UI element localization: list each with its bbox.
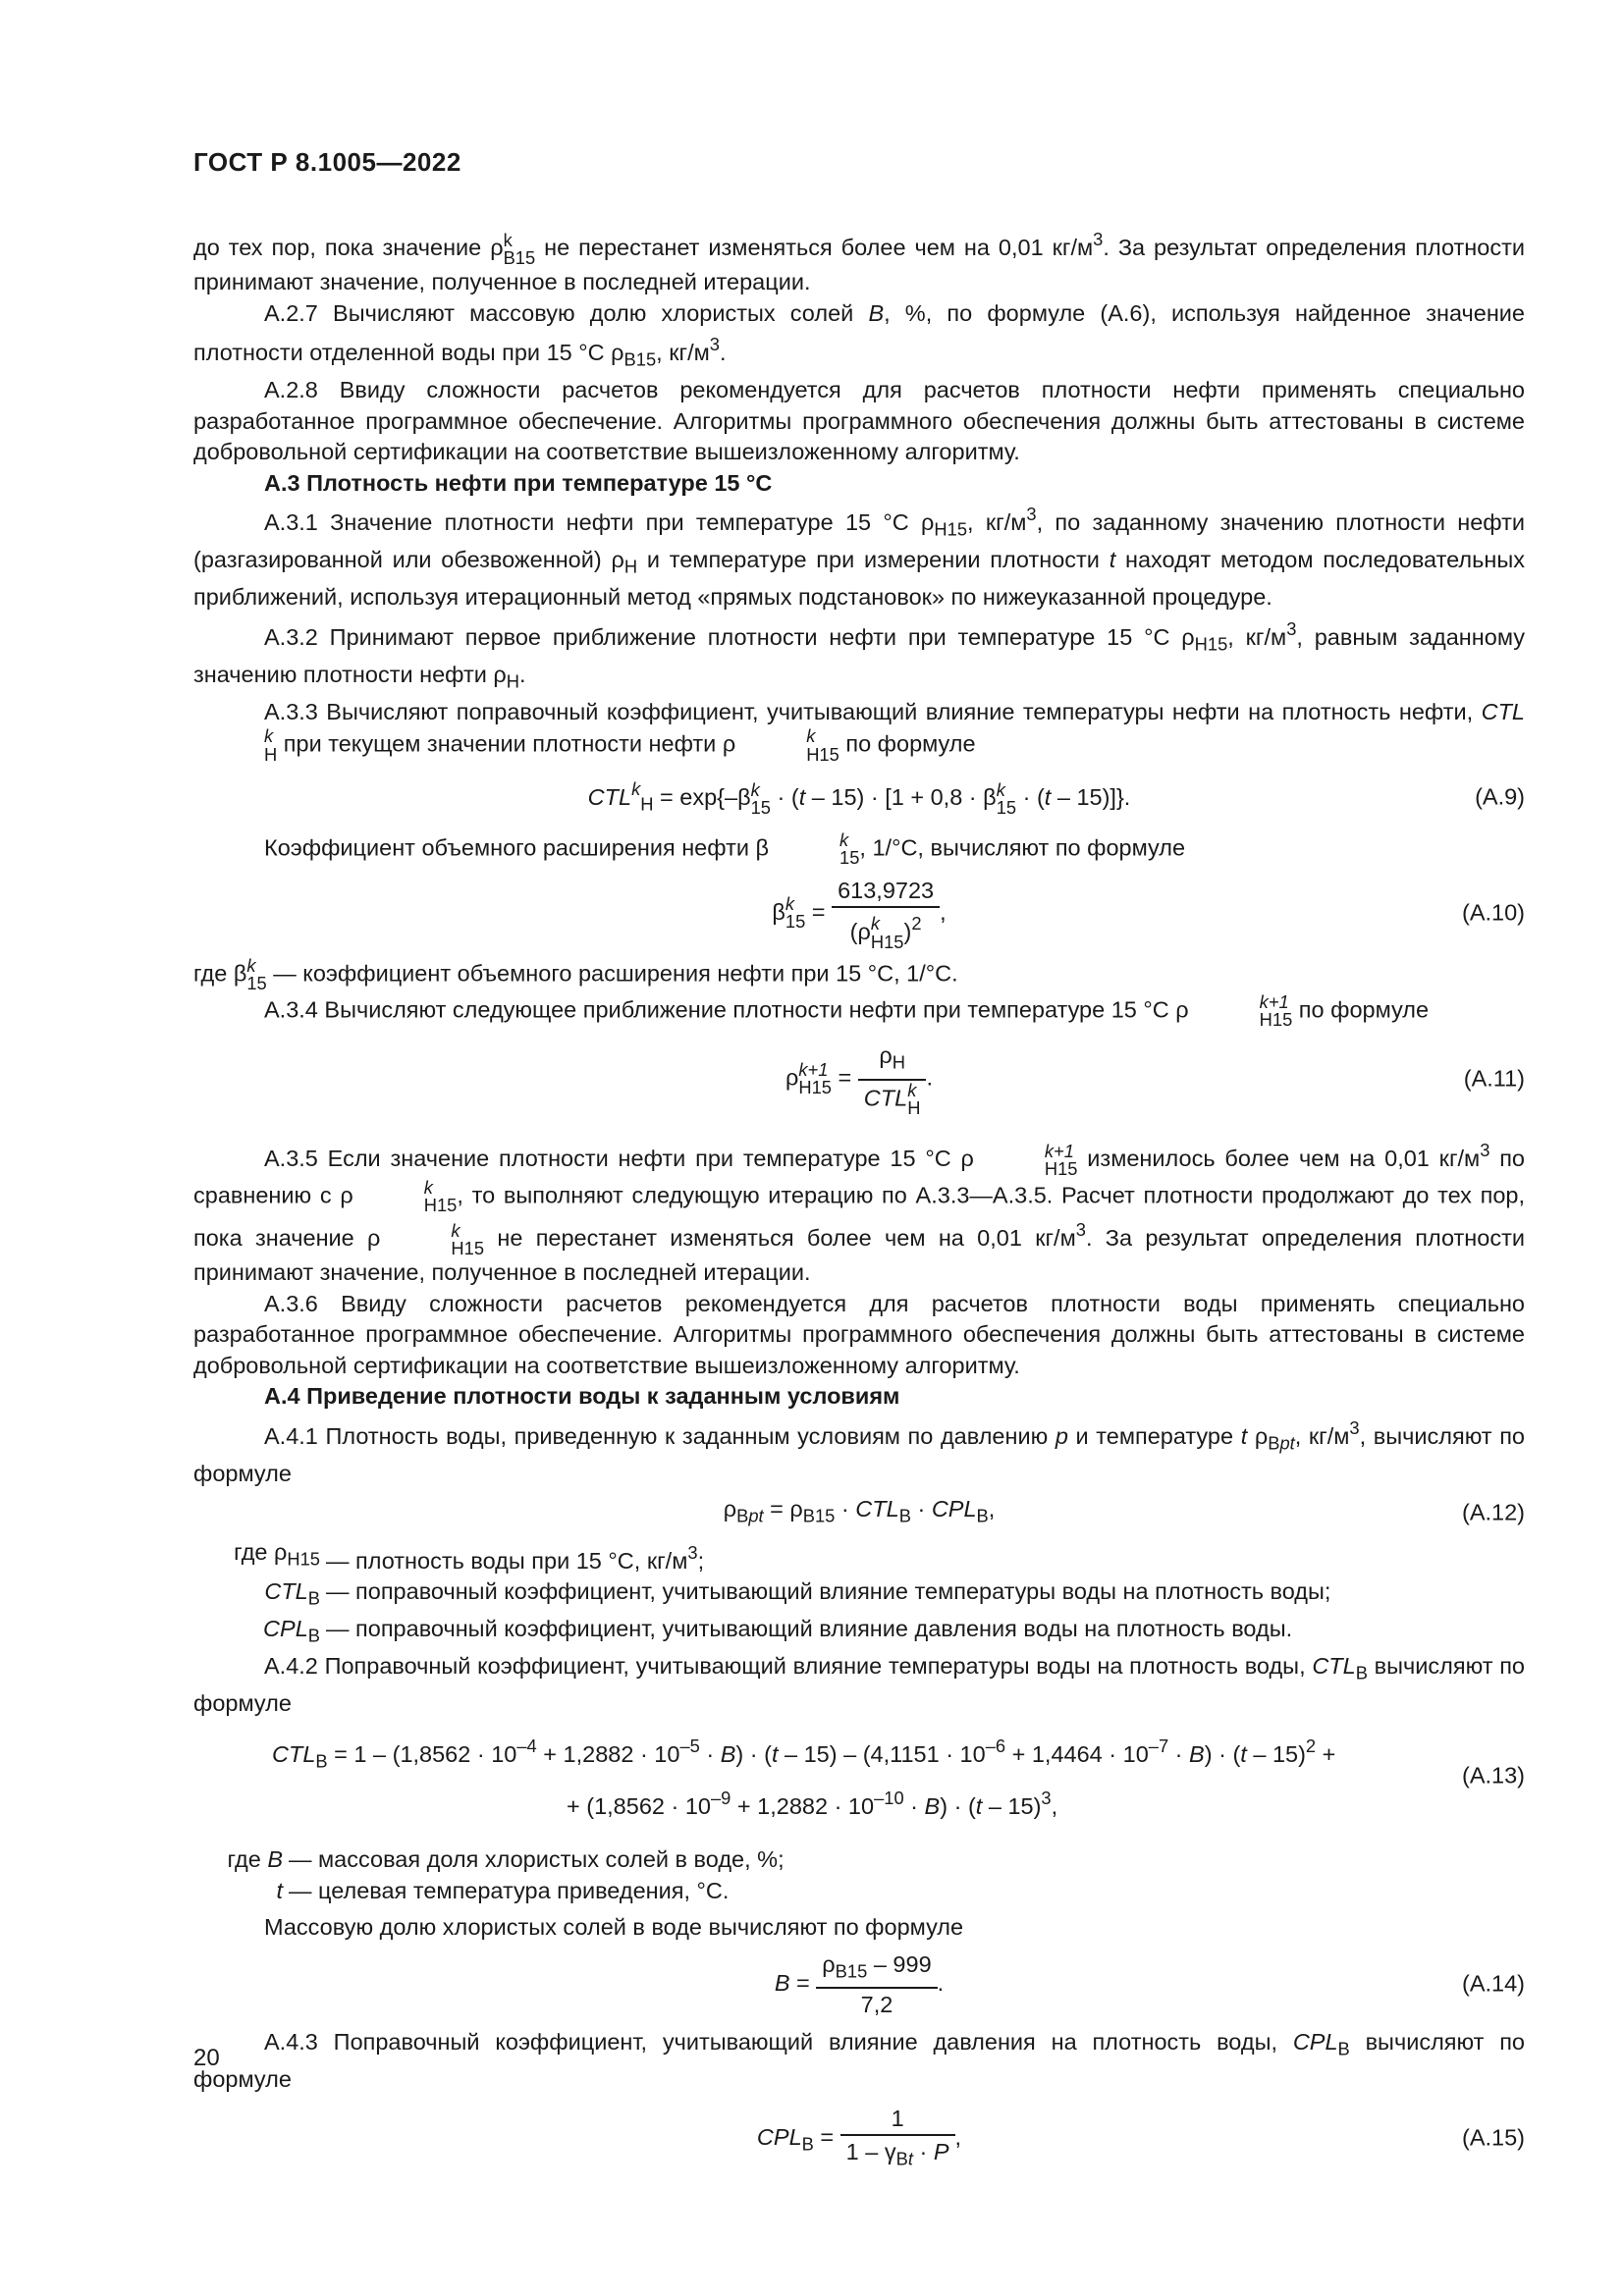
- def-text-rho: — плотность воды при 15 °С, $кг/м^3$;: [326, 1541, 705, 1574]
- paragraph-a43: А.4.3 Поправочный коэффициент, учитывающий влияние давления на плотность воды, $CPL_В$ вычисляют по формуле: [193, 2029, 1525, 2093]
- formula-number-a15: (А.15): [1462, 2124, 1525, 2151]
- formula-a12: $\rho_{Вpt} = \rho_{В15} \cdot CTL_В \cdot CPL_В$, (А.12): [193, 1494, 1525, 1531]
- formula-a13-line1: $CTL_В = 1 - (1,8562 \cdot 10^{-4} + 1,2882 \cdot 10^{-5} \cdot B) \cdot (t - 15) - (4,1151 \cdot 10^{-6} + 1,4464 \cdot 10^{-7} \cdot B) \cdot (t - 15)^2$ +: [272, 1735, 1336, 1772]
- paragraph-a32: А.3.2 Принимают первое приближение плотности нефти при температуре 15 °С $\rho_{Н15}$, $кг/м^3$, равным заданному значению плотности нефти $\rho_Н$.: [193, 617, 1526, 692]
- paragraph-mass: Массовую долю хлористых солей в воде вычисляют по формуле: [264, 1914, 964, 1941]
- def-text-ctl: — поправочный коэффициент, учитывающий влияние температуры воды на плотность воды;: [326, 1578, 1331, 1605]
- formula-number-a12: (А.12): [1462, 1498, 1525, 1524]
- formula-number-a9: (А.9): [1475, 782, 1525, 809]
- formula-a13: [193, 1728, 1525, 1826]
- def-text-cpl: — поправочный коэффициент, учитывающий влияние давления воды на плотность воды.: [326, 1616, 1293, 1642]
- paragraph-continuation: до тех пор, пока значение ρ k В15 не перестанет изменяться более чем на 0,01 $кг/м^3$. За результат определения плотности принимают значение, полученное в последней итерации.: [193, 229, 1525, 295]
- paragraph-where-beta: где β k 15 — коэффициент объемного расширения нефти при 15 °С, 1/°С.: [193, 954, 958, 994]
- page-number: 20: [193, 2045, 220, 2071]
- formula-a10: β k 15 = 613,9723 (ρ k Н15 )$^2$ , (А.10): [772, 877, 1525, 952]
- definitions-a12: [193, 1537, 1525, 1652]
- formula-number-a13: (А.13): [1462, 1762, 1525, 1789]
- paragraph-a31: А.3.1 Значение плотности нефти при температуре 15 °С $\rho_{Н15}$, $кг/м^3$, по заданному значению плотности нефти (разгазированной или обезвоженной) $\rho_Н$ и температуре при измерении плотности t находят методом последовательных приближений, используя итерационный метод «прямых подстановок» по нижеуказанной процедуре.: [193, 504, 1525, 611]
- formula-a11: ρ k+1 Н15 = $\rho_Н$ CTL k Н . (А.11): [785, 1042, 1525, 1119]
- def-symbol-b: где B: [227, 1846, 283, 1873]
- formula-number-a11: (А.11): [1463, 1065, 1525, 1092]
- paragraph-a28: А.2.8 Ввиду сложности расчетов рекомендуется для расчетов плотности нефти применять специально разработанное программное обеспечение. Алгоритмы программного обеспечения должны быть аттестованы в системе добровольной сертификации на соответствие вышеизложенному алгоритму.: [193, 377, 1525, 465]
- formula-a14: B = $\frac{\rho_{В15} - 999}{7,2}$ . (А.14): [774, 1950, 1525, 2018]
- paragraph-a35: А.3.5 Если значение плотности нефти при температуре 15 °С ρ k+1 Н15 изменилось более чем на 0,01 $кг/м^3$ по сравнению с ρ k Н15 , то выполняют следующую итерацию по А.3.3—А.3.5. Расчет плотности продолжают до тех пор, пока значение ρ k Н15 не перестанет изменяться более чем на 0,01 $кг/м^3$. За результат определения плотности принимают значение, полученное в последней итерации.: [193, 1140, 1526, 1286]
- section-heading-a4: А.4 Приведение плотности воды к заданным условиям: [264, 1383, 900, 1410]
- formula-number-a14: (А.14): [1462, 1970, 1525, 1997]
- paragraph-a41: А.4.1 Плотность воды, приведенную к заданным условиям по давлению p и температуре t $\rho_{Вpt}$, $кг/м^3$, вычисляют по формуле: [193, 1416, 1525, 1487]
- page-body: [193, 224, 1525, 2181]
- def-text-t: — целевая температура приведения, °С.: [289, 1877, 730, 1903]
- paragraph-a34: А.3.4 Вычисляют следующее приближение плотности нефти при температуре 15 °С ρ k+1 Н15 по формуле: [264, 990, 1430, 1030]
- paragraph-a36: А.3.6 Ввиду сложности расчетов рекомендуется для расчетов плотности воды применять специально разработанное программное обеспечение. Алгоритмы программного обеспечения должны быть аттестованы в системе добровольной сертификации на соответствие вышеизложенному алгоритму.: [193, 1290, 1525, 1378]
- paragraph-a42: А.4.2 Поправочный коэффициент, учитывающий влияние температуры воды на плотность воды, $CTL_В$ вычисляют по формуле: [193, 1653, 1525, 1717]
- formula-number-a10: (А.10): [1462, 899, 1525, 926]
- def-symbol-cpl: $CPL_В$: [263, 1616, 320, 1646]
- paragraph-a27: А.2.7 Вычисляют массовую долю хлористых солей B, %, по формуле (А.6), используя найденное значение плотности отделенной воды при 15 °С $\rho_{В15}$, $кг/м^3$.: [193, 299, 1525, 370]
- formula-a15: $CPL_В$ = $\frac{1}{1 - \gamma_{Вt} \cdot P}$ , (А.15): [756, 2105, 1525, 2169]
- def-symbol-ctl: $CTL_В$: [264, 1578, 320, 1609]
- def-symbol-rho: где $\rho_{Н15}$: [234, 1538, 320, 1569]
- section-heading-a3: А.3 Плотность нефти при температуре 15 °С: [264, 469, 773, 496]
- document-header: ГОСТ Р 8.1005—2022: [193, 147, 461, 177]
- paragraph-beta: Коэффициент объемного расширения нефти β k 15 , 1/°С, вычисляют по формуле: [264, 829, 1186, 869]
- definitions-a13: [193, 1844, 1525, 1906]
- def-text-b: — массовая доля хлористых солей в воде, %;: [289, 1846, 785, 1873]
- formula-a13-line2: + $(1,8562 \cdot 10^{-9} + 1,2882 \cdot 10^{-10} \cdot B) \cdot (t - 15)^3$,: [567, 1788, 1058, 1820]
- def-symbol-t: t: [276, 1877, 283, 1903]
- formula-a9: $CTL^k_Н = \exp\{-\beta$ k 15 · (t – 15) · [1 + 0,8 · β k 15 · (t – 15)]}. (А.9): [587, 778, 1525, 818]
- paragraph-a33: А.3.3 Вычисляют поправочный коэффициент, учитывающий влияние температуры нефти на плотность нефти, CTL k Н при текущем значении плотности нефти ρ k Н15 по формуле: [264, 698, 1525, 765]
